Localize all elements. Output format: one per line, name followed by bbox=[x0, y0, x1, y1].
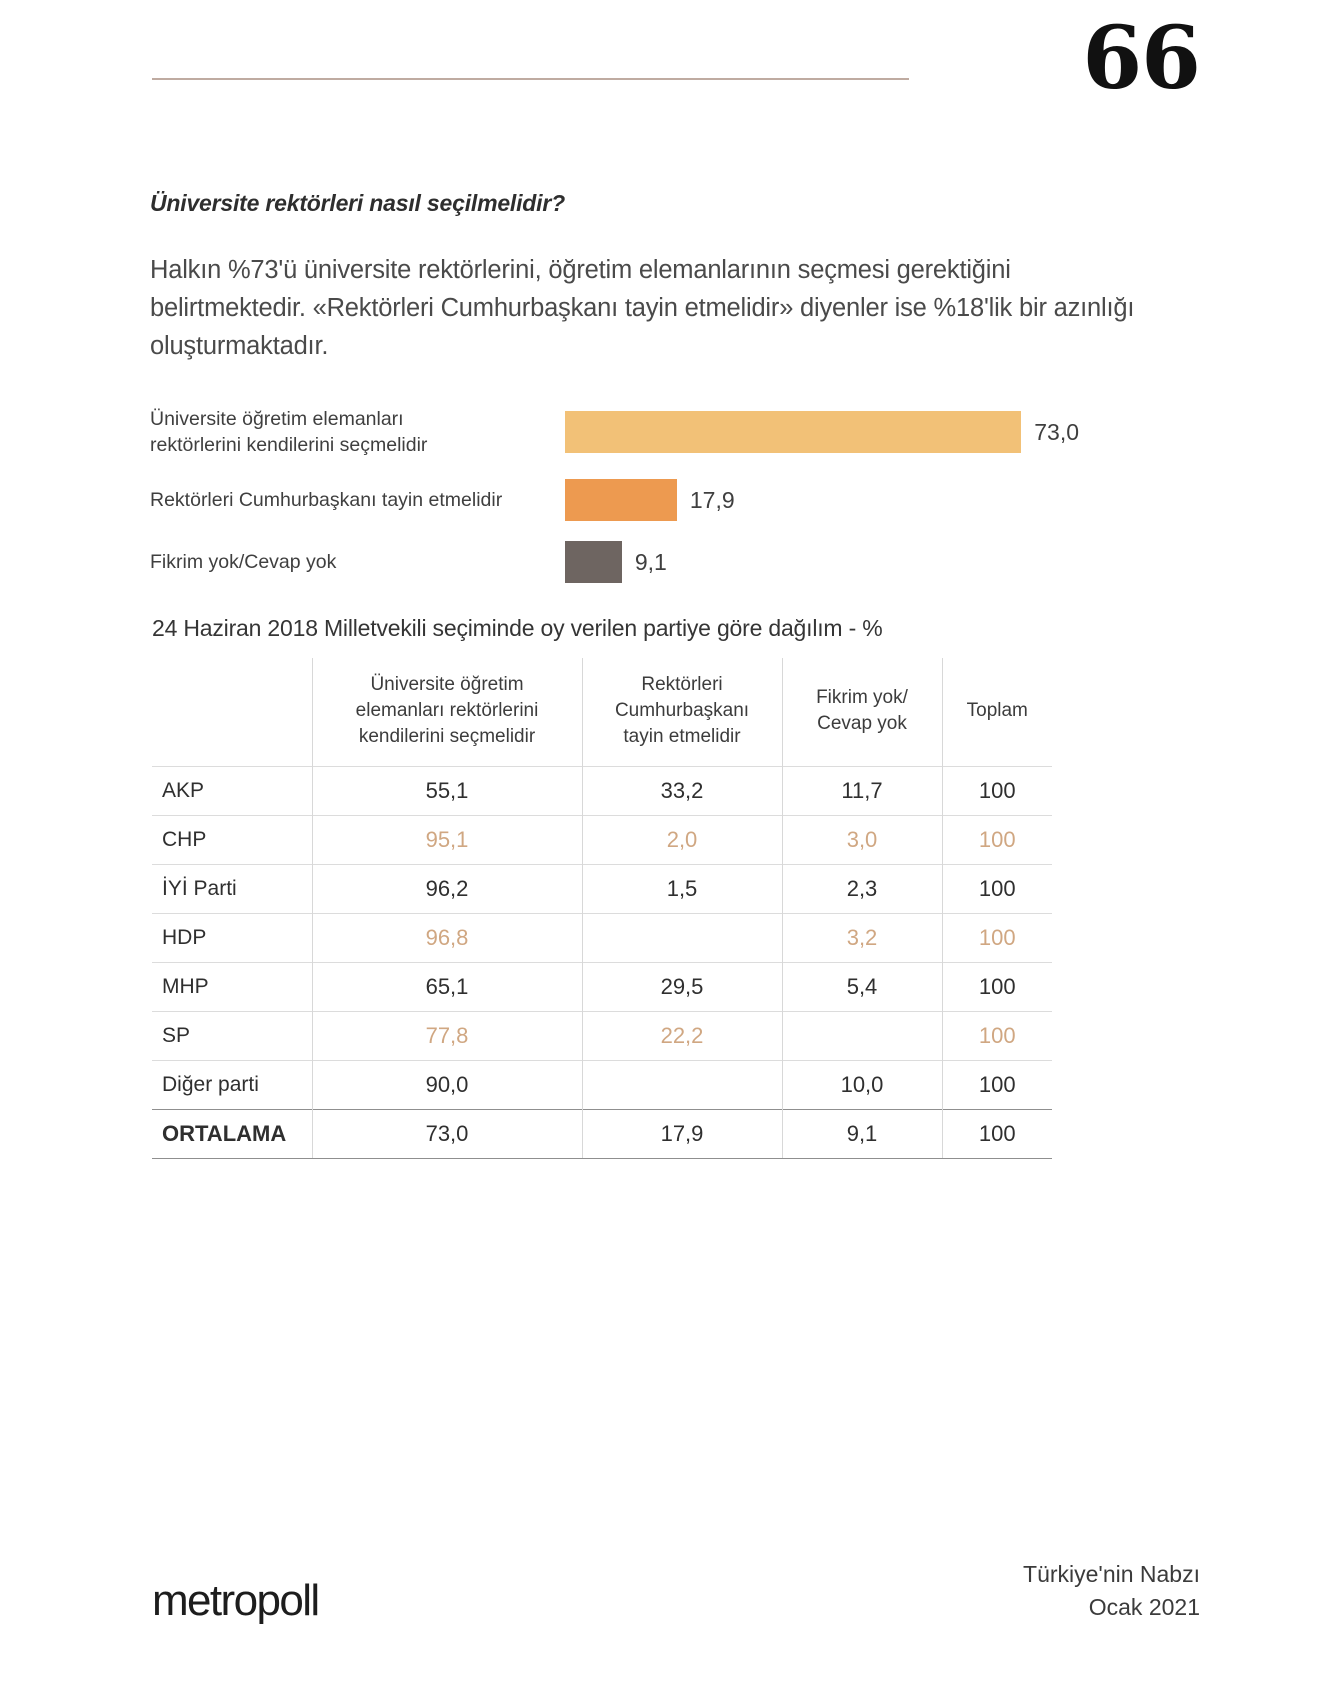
bar-chart bbox=[150, 395, 1160, 593]
table-cell-c: 5,4 bbox=[782, 963, 942, 1012]
table-cell-c bbox=[782, 1012, 942, 1061]
table-cell-party: AKP bbox=[152, 767, 312, 816]
table-cell-a: 55,1 bbox=[312, 767, 582, 816]
table-header-cell-c bbox=[782, 658, 942, 767]
table-cell-c: 3,2 bbox=[782, 914, 942, 963]
question-title: Üniversite rektörleri nasıl seçilmelidir? bbox=[150, 190, 565, 216]
metropoll-logo: metropoll bbox=[152, 1576, 319, 1625]
table-row bbox=[152, 963, 1052, 1012]
table-cell-a: 77,8 bbox=[312, 1012, 582, 1061]
table-cell-a: 96,2 bbox=[312, 865, 582, 914]
bar-fill bbox=[565, 479, 677, 521]
bar-track bbox=[565, 395, 1160, 469]
table-cell-b: 17,9 bbox=[582, 1110, 782, 1159]
table-row bbox=[152, 1061, 1052, 1110]
header-line: Üniversite öğretim bbox=[370, 674, 524, 695]
table-cell-total: 100 bbox=[942, 963, 1052, 1012]
table-cell-c: 11,7 bbox=[782, 767, 942, 816]
table-cell-party: SP bbox=[152, 1012, 312, 1061]
bar-fill bbox=[565, 541, 622, 583]
distribution-table bbox=[152, 658, 1052, 1159]
table-header-corner bbox=[152, 658, 312, 767]
footer-meta bbox=[1023, 1558, 1200, 1624]
header-line: Cumhurbaşkanı bbox=[614, 700, 750, 721]
table-cell-c: 10,0 bbox=[782, 1061, 942, 1110]
table-cell-a: 90,0 bbox=[312, 1061, 582, 1110]
page-content bbox=[150, 190, 1160, 1159]
table-body bbox=[152, 767, 1052, 1159]
header-line: Cevap yok bbox=[817, 713, 907, 734]
table-cell-total: 100 bbox=[942, 865, 1052, 914]
header-line: Fikrim yok/ bbox=[816, 687, 908, 708]
header-line: elemanları rektörlerini bbox=[355, 700, 539, 721]
table-cell-total: 100 bbox=[942, 1061, 1052, 1110]
table-cell-c: 3,0 bbox=[782, 816, 942, 865]
bar-track bbox=[565, 469, 1160, 531]
table-cell-party: MHP bbox=[152, 963, 312, 1012]
table-cell-c: 9,1 bbox=[782, 1110, 942, 1159]
table-cell-b: 2,0 bbox=[582, 816, 782, 865]
bar-value: 73,0 bbox=[1034, 418, 1080, 445]
header-line: kendilerini seçmelidir bbox=[358, 726, 536, 747]
bar-label-line1: Fikrim yok/Cevap yok bbox=[150, 551, 337, 573]
page-number: 66 bbox=[1082, 8, 1200, 109]
page-header bbox=[0, 0, 1322, 140]
table-row bbox=[152, 865, 1052, 914]
bar-row bbox=[150, 469, 1160, 531]
table-cell-party: CHP bbox=[152, 816, 312, 865]
table-cell-a: 95,1 bbox=[312, 816, 582, 865]
table-cell-b: 1,5 bbox=[582, 865, 782, 914]
table-cell-party: Diğer parti bbox=[152, 1061, 312, 1110]
table-cell-a: 65,1 bbox=[312, 963, 582, 1012]
table-cell-total: 100 bbox=[942, 1110, 1052, 1159]
table-row bbox=[152, 1110, 1052, 1159]
table-cell-total: 100 bbox=[942, 816, 1052, 865]
header-line: Toplam bbox=[966, 700, 1028, 721]
table-cell-b bbox=[582, 1061, 782, 1110]
table-cell-b: 29,5 bbox=[582, 963, 782, 1012]
table-cell-a: 96,8 bbox=[312, 914, 582, 963]
bar-label bbox=[150, 549, 565, 575]
table-cell-party: ORTALAMA bbox=[152, 1110, 312, 1159]
table-header-cell-a bbox=[312, 658, 582, 767]
table-row bbox=[152, 914, 1052, 963]
table-cell-b: 33,2 bbox=[582, 767, 782, 816]
bar-label-line1: Rektörleri Cumhurbaşkanı tayin etmelidir bbox=[150, 489, 503, 511]
bar-track bbox=[565, 531, 1160, 593]
bar-fill bbox=[565, 411, 1021, 453]
bar-label bbox=[150, 487, 565, 513]
bar-value: 17,9 bbox=[689, 486, 735, 513]
table-cell-total: 100 bbox=[942, 1012, 1052, 1061]
table-header-row bbox=[152, 658, 1052, 767]
header-line: tayin etmelidir bbox=[623, 726, 741, 747]
footer-brand-line: Türkiye'nin Nabzı bbox=[1023, 1561, 1200, 1587]
table-cell-total: 100 bbox=[942, 914, 1052, 963]
question-summary: Halkın %73'ü üniversite rektörlerini, öğretim elemanlarının seçmesi gerektiğini belirtmektedir. «Rektörleri Cumhurbaşkanı tayin etmelidir» diyenler ise %18'lik bir azınlığı oluşturmaktadır. bbox=[150, 256, 1135, 360]
bar-label bbox=[150, 406, 565, 458]
header-line: Rektörleri bbox=[641, 674, 723, 695]
bar-row bbox=[150, 395, 1160, 469]
table-cell-c: 2,3 bbox=[782, 865, 942, 914]
page-footer bbox=[0, 1546, 1322, 1626]
table-cell-a: 73,0 bbox=[312, 1110, 582, 1159]
table-cell-total: 100 bbox=[942, 767, 1052, 816]
footer-date-line: Ocak 2021 bbox=[1088, 1594, 1200, 1620]
table-caption: 24 Haziran 2018 Milletvekili seçiminde oy verilen partiye göre dağılım - % bbox=[152, 615, 883, 641]
bar-value: 9,1 bbox=[634, 548, 667, 575]
bar-row bbox=[150, 531, 1160, 593]
table-head bbox=[152, 658, 1052, 767]
table-cell-b bbox=[582, 914, 782, 963]
table-cell-b: 22,2 bbox=[582, 1012, 782, 1061]
table-row bbox=[152, 767, 1052, 816]
table-row bbox=[152, 816, 1052, 865]
table-cell-party: HDP bbox=[152, 914, 312, 963]
table-header-cell-total bbox=[942, 658, 1052, 767]
table-cell-party: İYİ Parti bbox=[152, 865, 312, 914]
table-header-cell-b bbox=[582, 658, 782, 767]
header-rule bbox=[152, 78, 909, 80]
bar-label-line1: Üniversite öğretim elemanları bbox=[150, 408, 404, 430]
bar-label-line2: rektörlerini kendilerini seçmelidir bbox=[150, 434, 428, 456]
table-row bbox=[152, 1012, 1052, 1061]
